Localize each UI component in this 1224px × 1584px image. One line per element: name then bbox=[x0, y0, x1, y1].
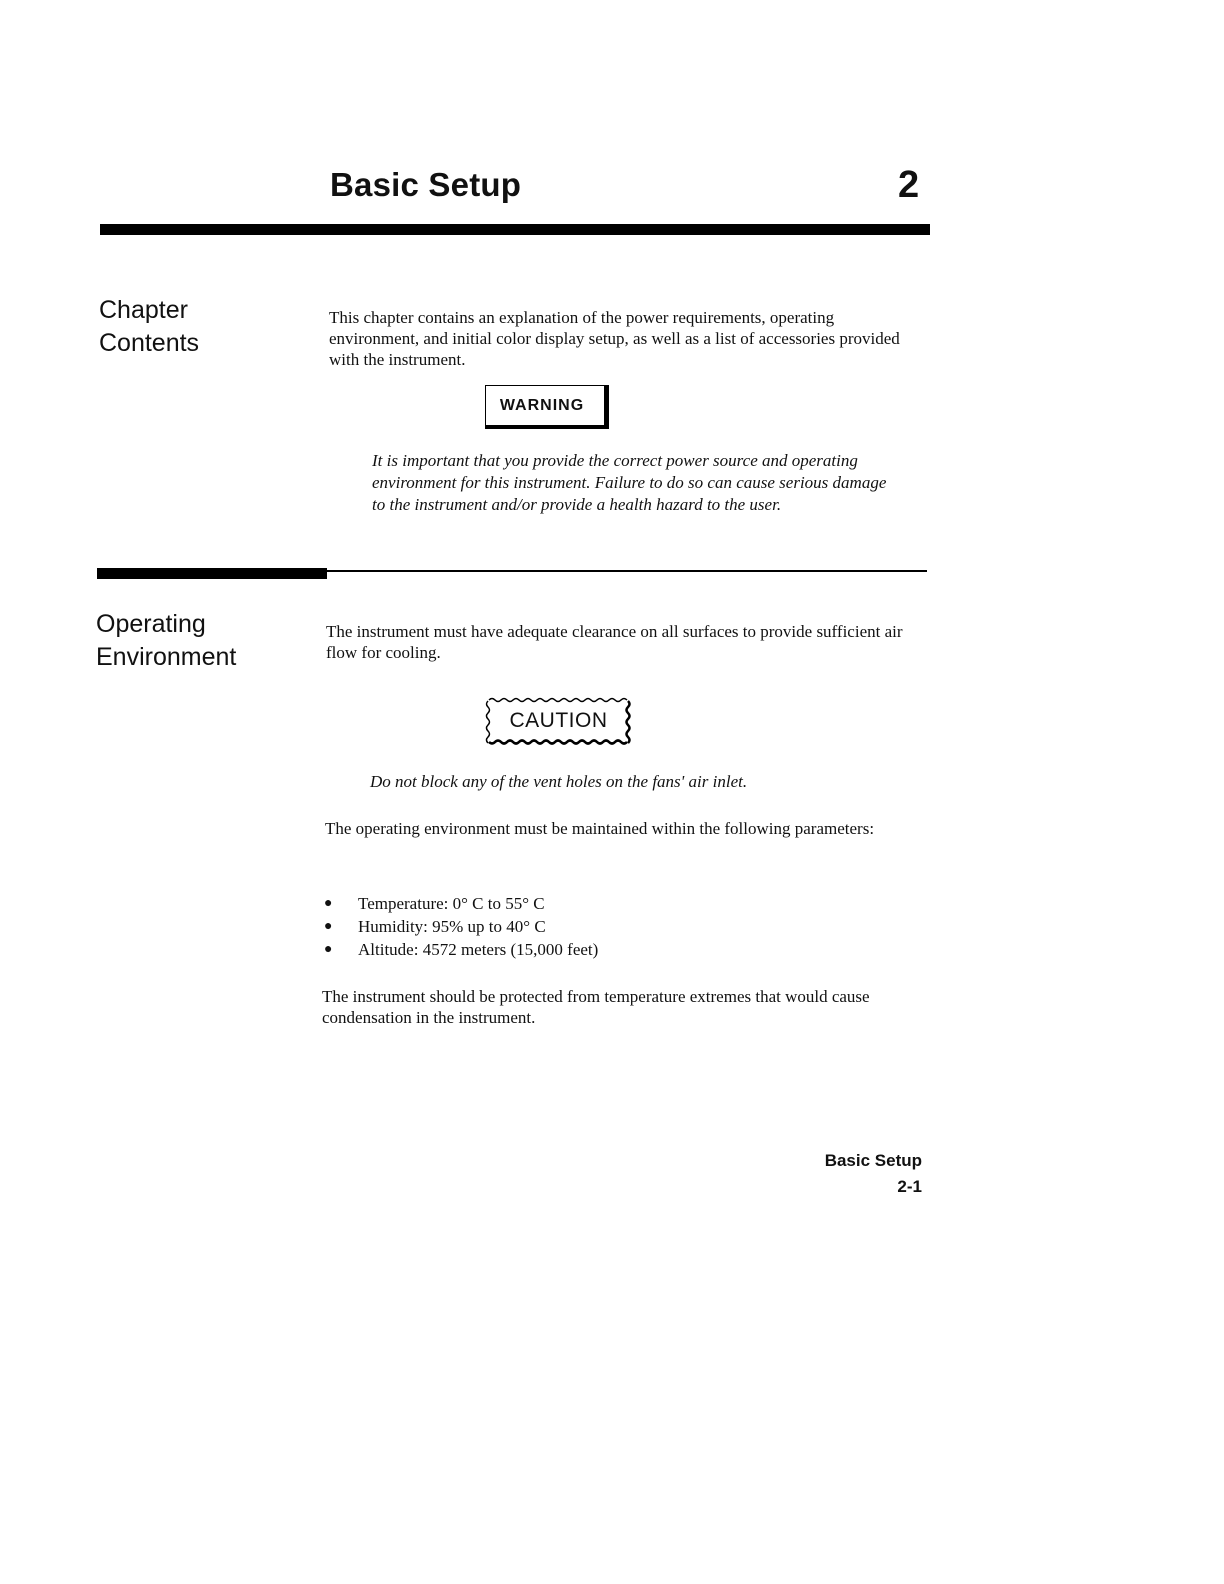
parameter-list bbox=[322, 892, 598, 961]
chapter-contents-heading-line2: Contents bbox=[99, 329, 200, 357]
parameter-humidity: Humidity: 95% up to 40° C bbox=[358, 917, 546, 936]
warning-text: It is important that you provide the correct power source and operating environment for this instrument. Failure to do so can cause serious damage to the instrument and/or provide a health hazard to the user. bbox=[372, 451, 887, 514]
clearance-paragraph: The instrument must have adequate clearance on all surfaces to provide sufficient air flow for cooling. bbox=[326, 622, 903, 662]
parameters-intro-paragraph: The operating environment must be maintained within the following parameters: bbox=[325, 819, 875, 838]
caution-label: CAUTION bbox=[509, 709, 608, 732]
operating-environment-heading-line1: Operating bbox=[96, 610, 206, 638]
footer-title: Basic Setup bbox=[824, 1151, 922, 1170]
chapter-contents-paragraph: This chapter contains an explanation of the power requirements, operating environment, and initial color display setup, as well as a list of accessories provided with the instrument. bbox=[329, 308, 900, 369]
operating-environment-heading bbox=[96, 608, 236, 674]
warning-label-box bbox=[485, 385, 609, 429]
chapter-number: 2 bbox=[898, 164, 920, 206]
bullet-icon: ● bbox=[324, 896, 333, 911]
list-item bbox=[322, 892, 598, 915]
parameter-altitude: Altitude: 4572 meters (15,000 feet) bbox=[358, 940, 599, 959]
caution-label-box bbox=[483, 695, 634, 747]
warning-label: WARNING bbox=[499, 396, 585, 414]
parameter-temperature: Temperature: 0° C to 55° C bbox=[358, 894, 545, 913]
chapter-contents-heading bbox=[99, 294, 199, 360]
chapter-title: Basic Setup bbox=[330, 166, 522, 203]
list-item bbox=[322, 915, 598, 938]
condensation-paragraph: The instrument should be protected from temperature extremes that would cause condensation in the instrument. bbox=[322, 987, 870, 1027]
section-divider-thin bbox=[327, 570, 927, 572]
bullet-icon: ● bbox=[324, 919, 333, 934]
header-rule bbox=[100, 224, 930, 235]
section-divider-thick bbox=[97, 568, 327, 579]
list-item bbox=[322, 938, 598, 961]
caution-text: Do not block any of the vent holes on the fans' air inlet. bbox=[370, 772, 748, 791]
operating-environment-heading-line2: Environment bbox=[96, 643, 237, 671]
bullet-icon: ● bbox=[324, 942, 333, 957]
chapter-contents-heading-line1: Chapter bbox=[99, 296, 188, 324]
page-number: 2-1 bbox=[897, 1177, 922, 1196]
